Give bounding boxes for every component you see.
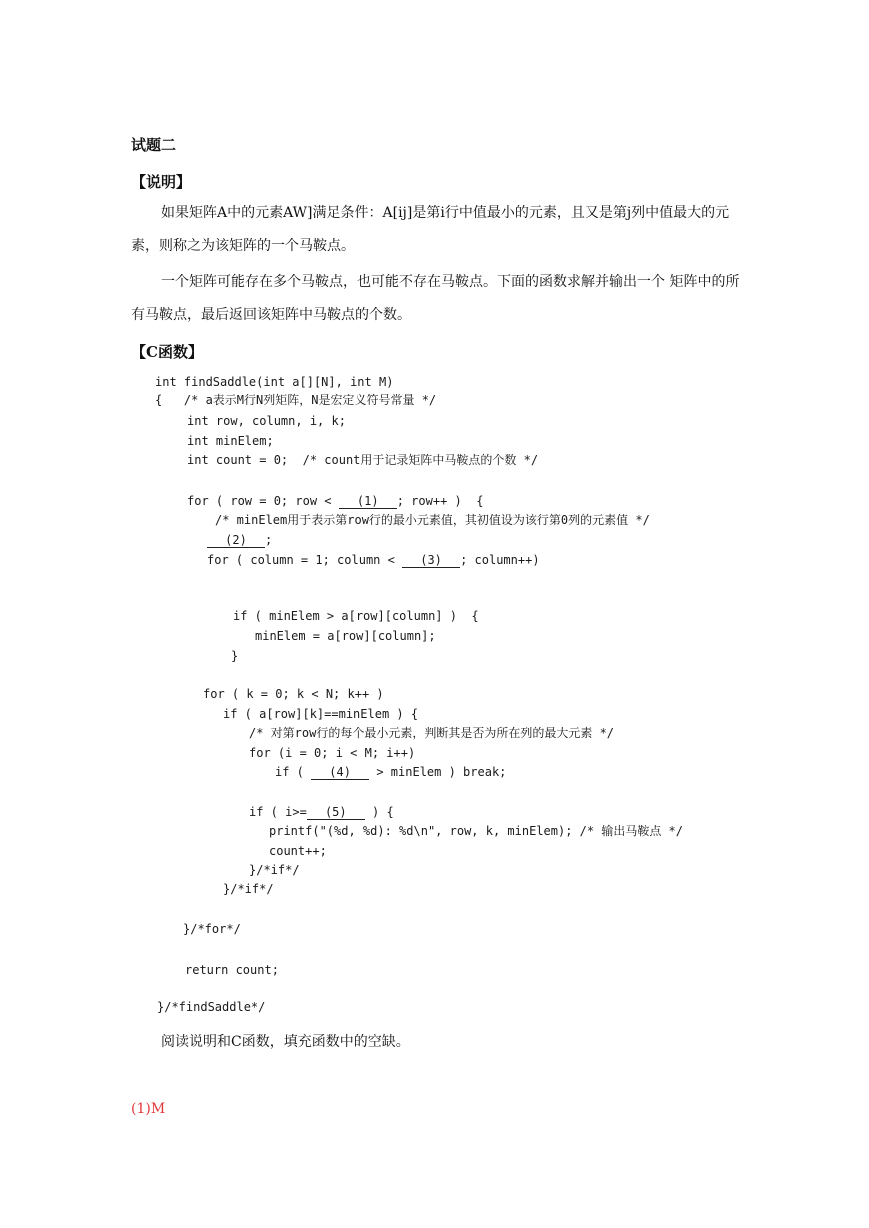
problem-title: 试题二 (131, 136, 177, 154)
code-line: int minElem; (187, 434, 274, 448)
blank-1: (1) (339, 494, 397, 509)
code-line: { /* a表示M行N列矩阵，N是宏定义符号常量 */ (155, 393, 437, 407)
answer-text: (1)M (131, 1101, 166, 1117)
code-line: for ( row = 0; row < (1) ; row++ ) { (187, 494, 484, 508)
code-line: /* minElem用于表示第row行的最小元素值，其初值设为该行第0列的元素值 */ (215, 513, 650, 527)
code-line: (2) ; (207, 531, 272, 549)
code-line: }/*if*/ (223, 882, 274, 896)
code-line: /* 对第row行的每个最小元素，判断其是否为所在列的最大元素 */ (249, 726, 615, 740)
section-code-heading: 【C函数】 (131, 343, 203, 361)
code-line: count++; (269, 844, 327, 858)
code-line: } (231, 649, 239, 663)
code-line: int count = 0; /* count用于记录矩阵中马鞍点的个数 */ (187, 453, 539, 467)
code-line: int row, column, i, k; (187, 414, 346, 428)
blank-4: (4) (311, 765, 369, 780)
description-paragraph-2: 一个矩阵可能存在多个马鞍点，也可能不存在马鞍点。下面的函数求解并输出一个 矩阵中的所有马鞍点，最后返回该矩阵中马鞍点的个数。 (131, 274, 740, 323)
code-line: if ( (4) > minElem ) break; (275, 765, 507, 779)
code-line: printf("(%d, %d): %d\n", row, k, minElem); /* 输出马鞍点 */ (269, 824, 684, 838)
section-description-heading: 【说明】 (131, 173, 192, 191)
code-line: }/*if*/ (249, 863, 300, 877)
code-line: minElem = a[row][column]; (255, 629, 436, 643)
description-paragraph-1: 如果矩阵A中的元素AW]满足条件：A[ij]是第i行中值最小的元素，且又是第j列中值最大的元素，则称之为该矩阵的一个马鞍点。 (131, 205, 730, 254)
code-line: for (i = 0; i < M; i++) (249, 746, 416, 760)
code-line: int findSaddle(int a[][N], int M) (155, 375, 394, 389)
blank-3: (3) (402, 553, 460, 568)
blank-5: (5) (307, 805, 365, 820)
instruction-text: 阅读说明和C函数，填充函数中的空缺。 (161, 1034, 410, 1050)
code-line: if ( i>= (5) ) { (249, 805, 394, 819)
code-line: return count; (185, 963, 279, 977)
code-line: if ( minElem > a[row][column] ) { (233, 609, 479, 623)
code-line: for ( column = 1; column < (3) ; column++) (207, 553, 540, 567)
blank-2: (2) (207, 533, 265, 548)
code-line: if ( a[row][k]==minElem ) { (223, 707, 419, 721)
code-line: }/*findSaddle*/ (157, 1000, 266, 1014)
code-line: }/*for*/ (183, 922, 241, 936)
code-line: for ( k = 0; k < N; k++ ) (203, 687, 384, 701)
